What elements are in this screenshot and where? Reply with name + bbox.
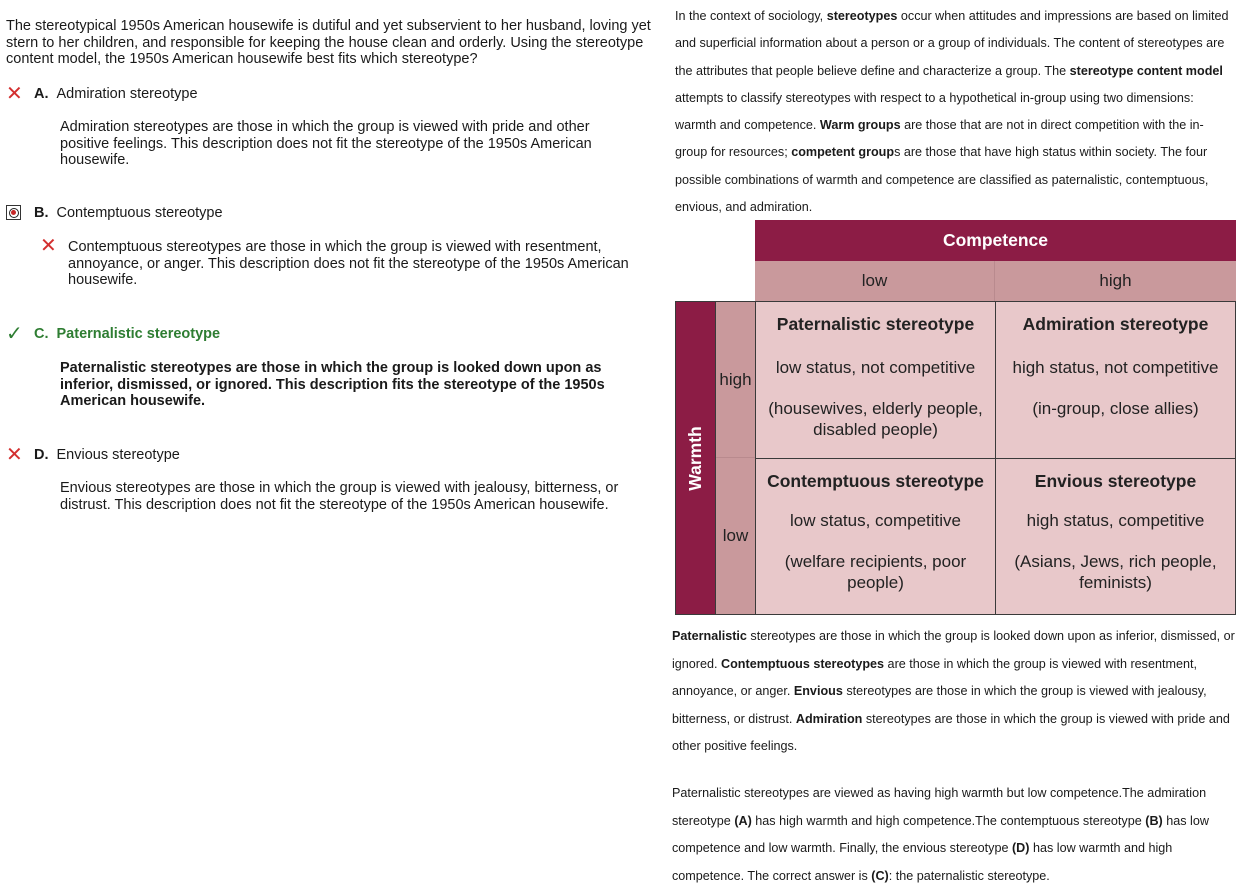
choice-letter: D.	[34, 446, 49, 463]
choice-label: Envious stereotype	[56, 446, 180, 463]
choice-letter: B.	[34, 204, 49, 221]
text-run: s are those that have high status within society. The four possible combinations of warmth and competence are classified as paternalistic, contemptuous, envious, and admiration.	[675, 145, 1209, 215]
cell-status: low status, competitive	[789, 511, 961, 530]
competence-low-header: low	[755, 261, 995, 301]
text-run: attempts to classify stereotypes with respect to a hypothetical in-group using two dimensions: warmth and competence.	[675, 90, 1194, 133]
choice-a[interactable]	[6, 82, 656, 169]
cell-status: low status, not competitive	[775, 358, 976, 377]
competence-high-header: high	[995, 261, 1236, 301]
choice-c[interactable]	[6, 322, 656, 410]
conclusion-paragraph	[672, 780, 1235, 890]
text-run: are those in which the group is viewed with resentment, annoyance, or anger.	[672, 656, 1197, 699]
question-panel	[6, 18, 656, 513]
x-icon: ✕	[40, 235, 57, 257]
cell-examples: (Asians, Jews, rich people, feminists)	[1014, 552, 1217, 592]
choice-explanation: Paternalistic stereotypes are those in which the group is looked down upon as inferior, dismissed, or ignored. This description fits the stereotype of the 1950s American housewife.	[60, 360, 605, 409]
choice-explanation: Envious stereotypes are those in which the group is viewed with jealousy, bitterness, or distrust. This description does not fit the stereotype of the 1950s American housewife.	[60, 480, 619, 513]
cell-title: Contemptuous stereotype	[767, 471, 984, 491]
cell-status: high status, not competitive	[1012, 358, 1219, 377]
text-run: are those that are not in direct competition with the in-group for resources;	[675, 118, 1204, 160]
cell-examples: (in-group, close allies)	[1032, 399, 1199, 418]
choice-letter: A.	[34, 85, 49, 102]
choice-b[interactable]	[6, 205, 656, 289]
warmth-label: Warmth	[685, 425, 705, 491]
cell-examples: (housewives, elderly people, disabled people)	[768, 399, 983, 439]
x-icon: ✕	[6, 82, 23, 105]
x-icon: ✕	[6, 443, 23, 466]
warmth-header	[675, 301, 716, 615]
bold-term: Admiration	[795, 711, 863, 726]
text-run: has high warmth and high competence.The contemptuous stereotype	[751, 813, 1146, 828]
text-run: In the context of sociology,	[675, 9, 827, 23]
text-run: Paternalistic stereotypes are viewed as having high warmth but low competence.The admiration stereotype	[672, 786, 1207, 828]
text-run: stereotypes are those in which the group is looked down upon as inferior, dismissed, or ignored.	[672, 629, 1235, 671]
warmth-high-header: high	[716, 301, 755, 458]
intro-paragraph	[675, 3, 1235, 221]
radio-selected-icon	[6, 205, 21, 220]
bold-term: Envious	[793, 684, 843, 699]
definitions-paragraph	[672, 623, 1235, 761]
text-run: stereotypes are those in which the group is viewed with pride and other positive feelings.	[672, 711, 1230, 754]
bold-term: (D)	[1011, 841, 1030, 856]
warmth-low-header: low	[716, 458, 755, 615]
cell-title: Admiration stereotype	[1022, 314, 1209, 334]
bold-term: Contemptuous stereotypes	[721, 656, 885, 671]
stereotype-content-table	[675, 220, 1236, 615]
envious-cell	[995, 458, 1236, 615]
cell-status: high status, competitive	[1026, 511, 1205, 530]
bold-term: Paternalistic	[672, 629, 747, 643]
text-run: has low warmth and high competence. The correct answer is	[672, 841, 1173, 883]
check-icon: ✓	[6, 322, 23, 345]
admiration-cell	[995, 301, 1236, 459]
contemptuous-cell	[755, 458, 996, 615]
paternalistic-cell	[755, 301, 996, 459]
bold-term: (C)	[871, 868, 889, 883]
bold-term: Warm groups	[819, 118, 901, 133]
bold-term: stereotype content model	[1069, 63, 1223, 78]
text-run: occur when attitudes and impressions are based on limited and superficial information about a person or a group of individuals. The content of stereotypes are the attributes that people believe define and characterize a group. The	[675, 9, 1229, 78]
bold-term: competent group	[791, 145, 895, 160]
cell-title: Envious stereotype	[1034, 471, 1197, 491]
choice-label: Contemptuous stereotype	[56, 204, 223, 221]
bold-term: (B)	[1145, 813, 1163, 828]
text-run: stereotypes are those in which the group is viewed with jealousy, bitterness, or distrust.	[672, 684, 1207, 726]
choice-d[interactable]	[6, 443, 656, 514]
choice-letter: C.	[34, 325, 49, 342]
text-run: has low competence and low warmth. Finally, the envious stereotype	[672, 813, 1209, 856]
question-text: The stereotypical 1950s American housewife is dutiful and yet subservient to her husband, loving yet stern to her children, and responsible for keeping the house clean and orderly. Using the stereotype content model, the 1950s American housewife best fits which stereotype?	[6, 18, 651, 67]
choice-explanation-block	[40, 235, 638, 289]
choice-label: Admiration stereotype	[56, 85, 198, 102]
choice-label: Paternalistic stereotype	[56, 325, 221, 342]
text-run: : the paternalistic stereotype.	[888, 868, 1050, 883]
choice-explanation: Admiration stereotypes are those in which the group is viewed with pride and other positive feelings. This description does not fit the stereotype of the 1950s American housewife.	[60, 119, 592, 168]
cell-examples: (welfare recipients, poor people)	[784, 552, 967, 592]
competence-header: Competence	[755, 220, 1236, 261]
choice-explanation: Contemptuous stereotypes are those in which the group is viewed with resentment, annoyance, or anger. This description does not fit the stereotype of the 1950s American housewife.	[68, 239, 629, 288]
cell-title: Paternalistic stereotype	[776, 314, 975, 334]
bold-term: (A)	[734, 813, 752, 828]
bold-term: stereotypes	[826, 9, 898, 23]
